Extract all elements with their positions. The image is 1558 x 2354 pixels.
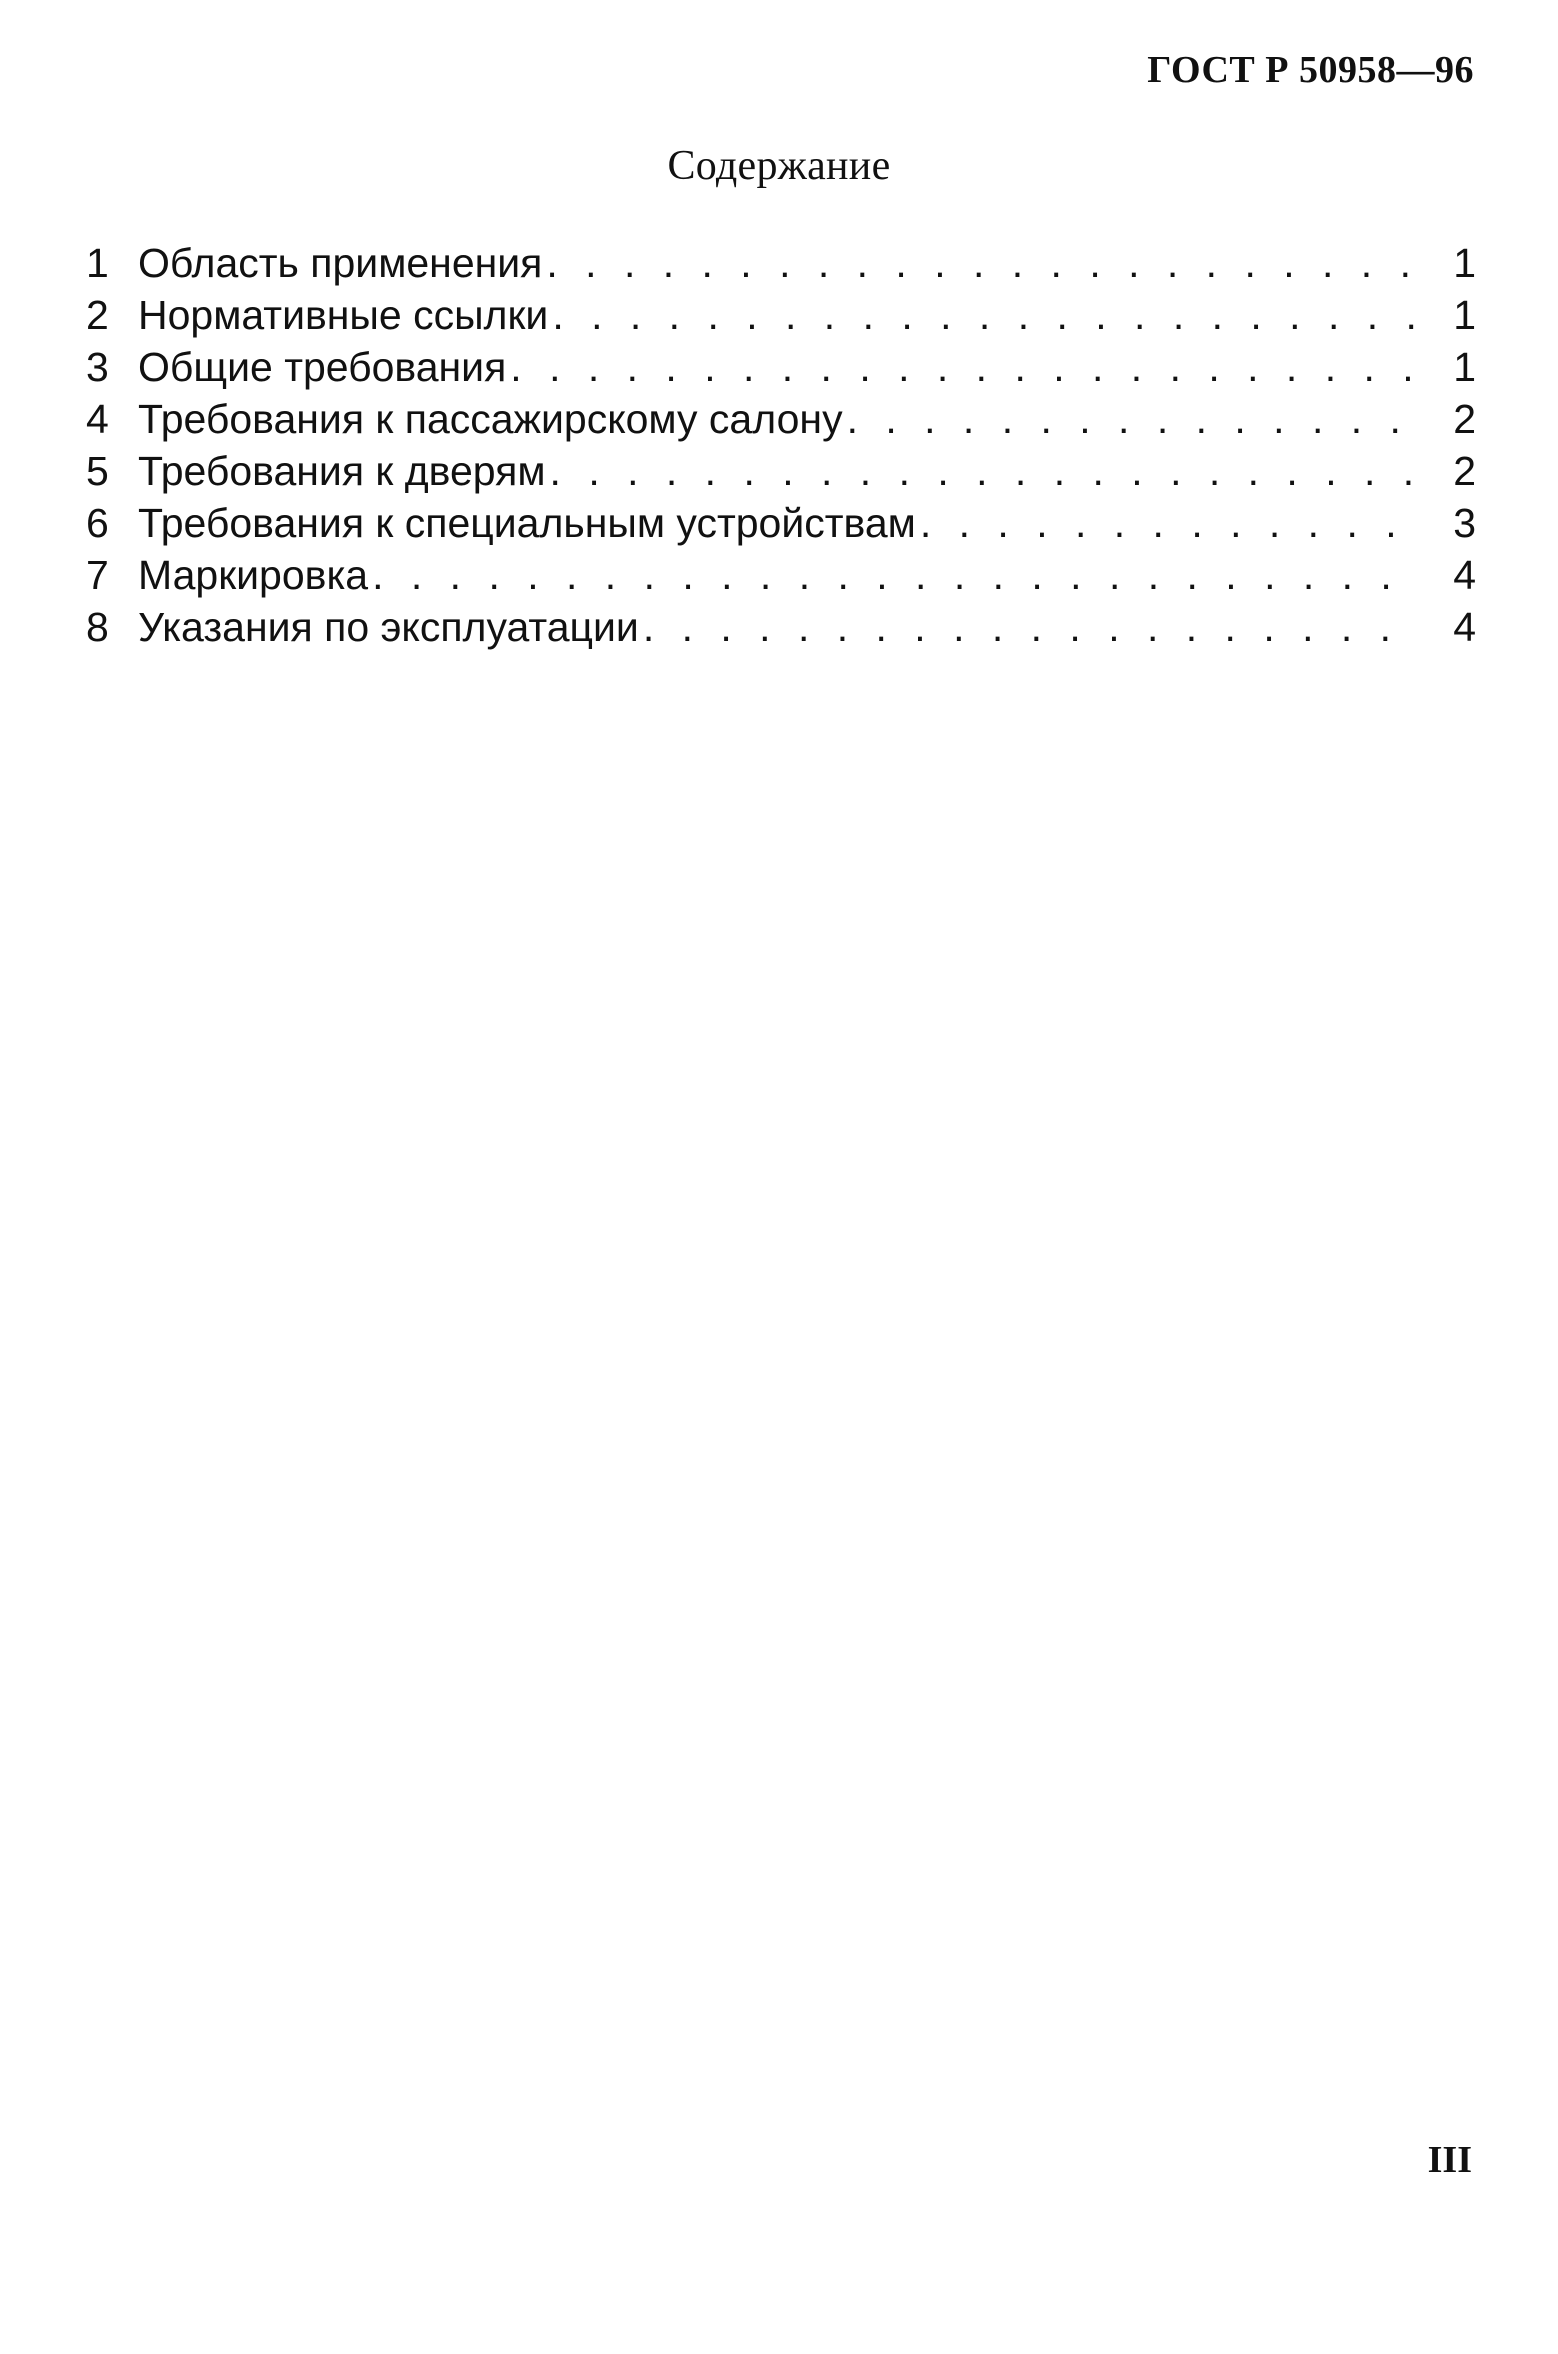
toc-item-page: 2 [1453,448,1476,494]
toc-item-text: Указания по эксплуатации [138,604,639,650]
toc-item-number: 1 [86,240,109,286]
toc-item-page: 3 [1453,500,1476,546]
toc-item-page: 1 [1453,240,1476,286]
dot-leader [550,448,1420,495]
toc-item-8[interactable] [86,604,1476,656]
toc-item-page: 1 [1453,344,1476,390]
table-of-contents [86,240,1476,656]
toc-title: Содержание [667,143,891,189]
toc-item-number: 8 [86,604,109,650]
dot-leader [372,552,1420,599]
dot-leader [643,604,1420,651]
toc-item-4[interactable] [86,396,1476,448]
toc-item-number: 2 [86,292,109,338]
toc-item-text: Область применения [138,240,543,286]
toc-item-page: 1 [1453,292,1476,338]
dot-leader [552,292,1420,339]
toc-item-number: 5 [86,448,109,494]
toc-item-page: 4 [1453,604,1476,650]
toc-item-5[interactable] [86,448,1476,500]
document-code: ГОСТ Р 50958—96 [1147,49,1474,91]
toc-item-6[interactable] [86,500,1476,552]
toc-item-number: 6 [86,500,109,546]
toc-item-text: Требования к дверям [138,448,546,494]
toc-item-text: Требования к специальным устройствам [138,500,916,546]
toc-item-3[interactable] [86,344,1476,396]
toc-item-number: 7 [86,552,109,598]
dot-leader [847,396,1420,443]
dot-leader [920,500,1420,547]
toc-item-number: 4 [86,396,109,442]
dot-leader [546,240,1420,287]
toc-item-text: Маркировка [138,552,369,598]
toc-item-text: Нормативные ссылки [138,292,549,338]
toc-item-7[interactable] [86,552,1476,604]
dot-leader [510,344,1420,391]
toc-item-number: 3 [86,344,109,390]
toc-item-page: 2 [1453,396,1476,442]
toc-item-1[interactable] [86,240,1476,292]
toc-item-text: Общие требования [138,344,507,390]
page-number: III [1427,2139,1472,2181]
toc-item-2[interactable] [86,292,1476,344]
toc-item-text: Требования к пассажирскому салону [138,396,843,442]
toc-item-page: 4 [1453,552,1476,598]
